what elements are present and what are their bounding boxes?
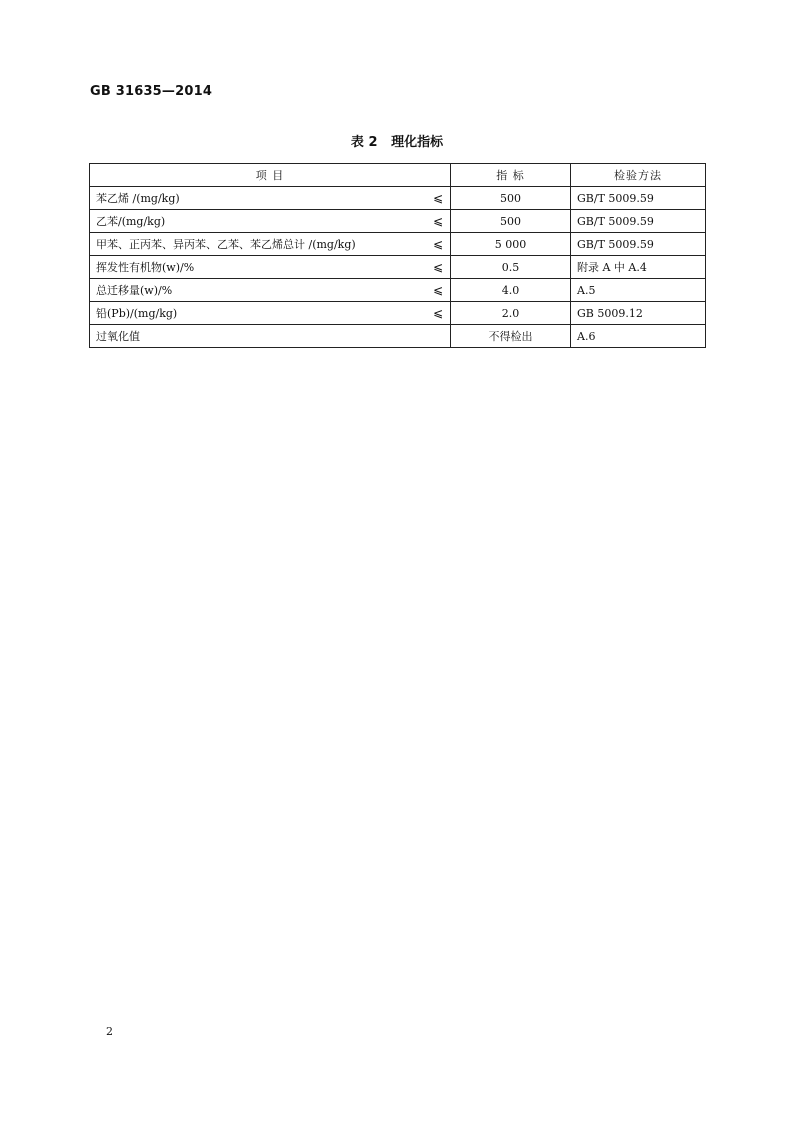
- item-cell: [90, 256, 451, 279]
- item-cell: [90, 325, 451, 348]
- header-value: 指 标: [451, 164, 571, 187]
- value-cell: 500: [451, 187, 571, 210]
- table-row: [90, 279, 706, 302]
- item-label: 挥发性有机物(w)/%: [96, 261, 195, 274]
- item-label: 乙苯/(mg/kg): [96, 215, 166, 228]
- item-label: 过氧化值: [96, 330, 140, 343]
- value-cell: 0.5: [451, 256, 571, 279]
- document-code: GB 31635—2014: [90, 84, 213, 99]
- table-row: [90, 256, 706, 279]
- item-cell: [90, 210, 451, 233]
- leq-symbol: ⩽: [432, 260, 443, 274]
- table-row: [90, 187, 706, 210]
- value-cell: 2.0: [451, 302, 571, 325]
- method-cell: GB 5009.12: [571, 302, 706, 325]
- leq-symbol: ⩽: [432, 191, 443, 205]
- item-label: 总迁移量(w)/%: [96, 284, 173, 297]
- value-cell: 4.0: [451, 279, 571, 302]
- leq-symbol: ⩽: [432, 214, 443, 228]
- table-row: [90, 325, 706, 348]
- table-row: [90, 233, 706, 256]
- item-cell: [90, 187, 451, 210]
- method-cell: GB/T 5009.59: [571, 210, 706, 233]
- table-row: [90, 302, 706, 325]
- header-item: 项 目: [90, 164, 451, 187]
- item-label: 铅(Pb)/(mg/kg): [96, 307, 178, 320]
- item-cell: [90, 233, 451, 256]
- method-cell: A.6: [571, 325, 706, 348]
- table-row: [90, 210, 706, 233]
- value-cell: 500: [451, 210, 571, 233]
- leq-symbol: ⩽: [432, 283, 443, 297]
- method-cell: GB/T 5009.59: [571, 233, 706, 256]
- method-cell: A.5: [571, 279, 706, 302]
- item-label: 甲苯、正丙苯、异丙苯、乙苯、苯乙烯总计 /(mg/kg): [96, 238, 356, 251]
- method-cell: 附录 A 中 A.4: [571, 256, 706, 279]
- leq-symbol: ⩽: [432, 237, 443, 251]
- item-cell: [90, 279, 451, 302]
- item-label: 苯乙烯 /(mg/kg): [96, 192, 180, 205]
- value-cell: 不得检出: [451, 325, 571, 348]
- physicochemical-spec-table: [89, 163, 706, 348]
- page-number: 2: [106, 1025, 113, 1038]
- leq-symbol: ⩽: [432, 306, 443, 320]
- item-cell: [90, 302, 451, 325]
- table-caption: 表 2 理化指标: [350, 135, 444, 150]
- method-cell: GB/T 5009.59: [571, 187, 706, 210]
- header-method: 检验方法: [571, 164, 706, 187]
- table-header-row: [90, 164, 706, 187]
- value-cell: 5 000: [451, 233, 571, 256]
